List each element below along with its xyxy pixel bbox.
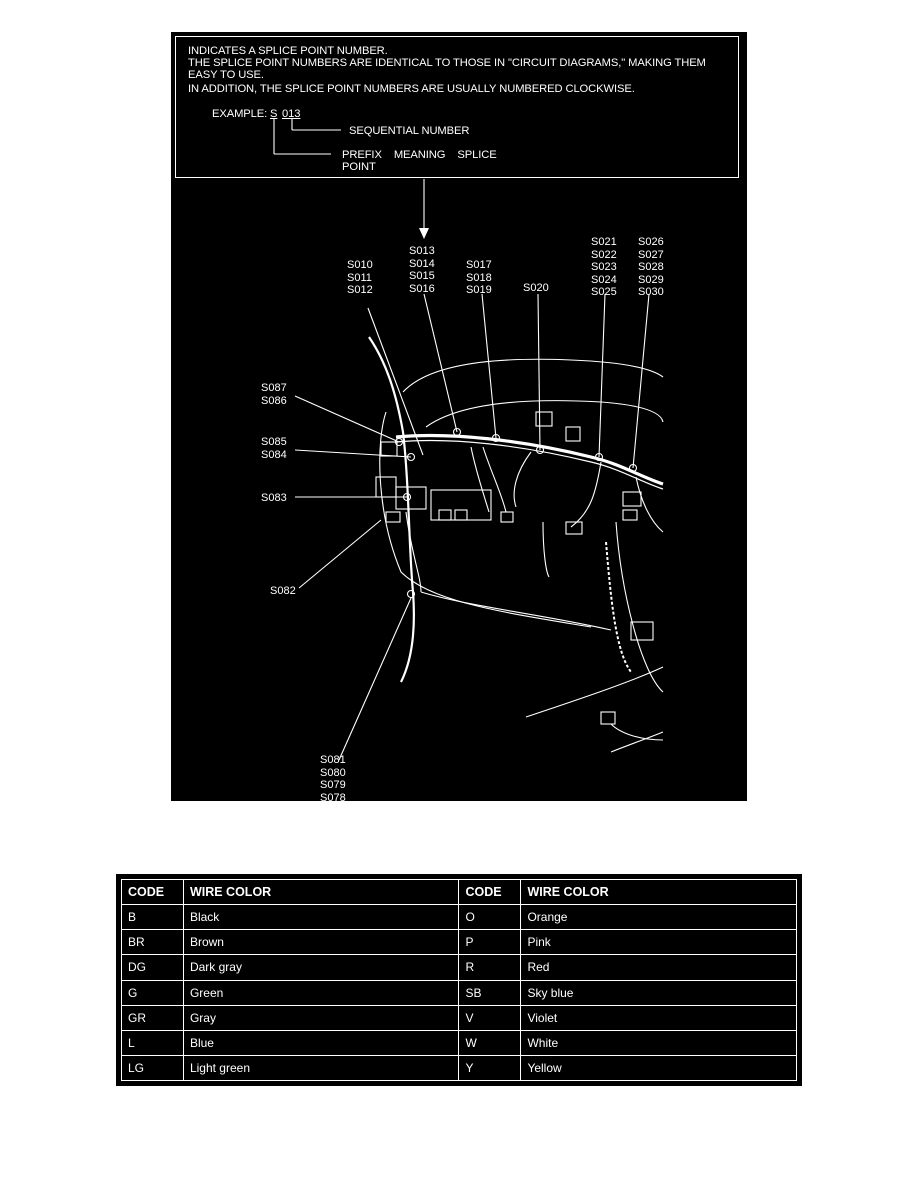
connector-1 [381, 442, 397, 456]
leader-s081 [339, 598, 411, 760]
fuse-block [431, 490, 491, 520]
branch-drop-3 [514, 452, 531, 507]
floor-outline [526, 667, 663, 717]
fuse-1 [439, 510, 451, 520]
dash-inner-outline [426, 401, 663, 427]
color-cell: Yellow [521, 1055, 797, 1080]
color-cell: Pink [521, 930, 797, 955]
leader-s085 [295, 450, 411, 457]
connector-6 [536, 412, 552, 426]
example-label: EXAMPLE: [212, 108, 268, 120]
note-line-4: IN ADDITION, THE SPLICE POINT NUMBERS ARE USUALLY NUMBERED CLOCKWISE. [188, 83, 635, 95]
connector-3 [396, 487, 426, 509]
dash-top-outline [403, 359, 663, 392]
code-cell: Y [459, 1055, 521, 1080]
code-cell: W [459, 1030, 521, 1055]
connector-10 [566, 522, 582, 534]
table-row [122, 930, 797, 955]
dash-right-outline [616, 522, 663, 692]
color-cell: Gray [183, 1005, 459, 1030]
table-row [122, 1005, 797, 1030]
note-line-3: EASY TO USE. [188, 69, 264, 81]
splice-label-s081: S081 S080 S079 S078 [320, 754, 346, 801]
code-cell: GR [122, 1005, 184, 1030]
splice-label-s085: S085 S084 [261, 436, 287, 461]
table-row [122, 1055, 797, 1080]
splice-note-box [175, 36, 739, 178]
color-cell: Red [521, 955, 797, 980]
splice-label-s026: S026 S027 S028 S029 S030 [638, 236, 664, 298]
leader-s021 [599, 294, 605, 457]
color-cell: Brown [183, 930, 459, 955]
connector-8 [623, 492, 641, 506]
leader-s026 [633, 294, 649, 468]
wire-color-grid [121, 879, 797, 1081]
code-cell: B [122, 905, 184, 930]
connector-5 [501, 512, 513, 522]
color-cell: Black [183, 905, 459, 930]
leader-s010 [368, 308, 423, 455]
header-code-left: CODE [122, 880, 184, 905]
connector-12 [601, 712, 615, 724]
leader-s087 [295, 396, 399, 442]
code-cell: LG [122, 1055, 184, 1080]
header-code-right: CODE [459, 880, 521, 905]
floor-outline-2 [611, 732, 663, 752]
code-cell: G [122, 980, 184, 1005]
code-cell: BR [122, 930, 184, 955]
right-dashed-harness [606, 542, 631, 672]
color-cell: Dark gray [183, 955, 459, 980]
table-header-row [122, 880, 797, 905]
code-cell: O [459, 905, 521, 930]
left-branch [406, 512, 421, 592]
color-cell: Violet [521, 1005, 797, 1030]
point-label: POINT [342, 161, 376, 173]
color-cell: Light green [183, 1055, 459, 1080]
color-cell: Blue [183, 1030, 459, 1055]
leader-s082 [299, 520, 381, 588]
fuse-2 [455, 510, 467, 520]
splice-point-diagram [171, 32, 747, 801]
leader-s017 [482, 294, 496, 438]
table-row [122, 955, 797, 980]
connector-12-lead [611, 724, 663, 740]
code-cell: V [459, 1005, 521, 1030]
connector-2 [376, 477, 396, 497]
wire-color-table [116, 874, 802, 1086]
table-row [122, 905, 797, 930]
branch-drop-4 [571, 462, 601, 527]
color-cell: Green [183, 980, 459, 1005]
main-harness [396, 436, 663, 484]
color-cell: White [521, 1030, 797, 1055]
note-arrow-head [419, 228, 429, 239]
connector-4 [386, 512, 400, 522]
code-cell: L [122, 1030, 184, 1055]
color-cell: Orange [521, 905, 797, 930]
note-line-2: THE SPLICE POINT NUMBERS ARE IDENTICAL TO THOSE IN "CIRCUIT DIAGRAMS," MAKING THEM [188, 57, 706, 69]
connector-7 [566, 427, 580, 441]
connector-9 [623, 510, 637, 520]
splice-label-s087: S087 S086 [261, 382, 287, 407]
table-row [122, 980, 797, 1005]
splice-label-s013: S013 S014 S015 S016 [409, 245, 435, 295]
note-line-1: INDICATES A SPLICE POINT NUMBER. [188, 45, 388, 57]
code-cell: R [459, 955, 521, 980]
sequential-number-label: SEQUENTIAL NUMBER [349, 125, 470, 137]
code-cell: SB [459, 980, 521, 1005]
table-row [122, 1030, 797, 1055]
leader-s020 [538, 294, 540, 450]
splice-label-s020: S020 [523, 282, 549, 294]
splice-label-s083: S083 [261, 492, 287, 504]
panel-edge [543, 522, 549, 577]
code-cell: P [459, 930, 521, 955]
header-color-right: WIRE COLOR [521, 880, 797, 905]
example-number: 013 [282, 108, 301, 120]
splice-label-s082: S082 [270, 585, 296, 597]
prefix-meaning-label: PREFIX MEANING SPLICE [342, 149, 497, 161]
splice-label-s010: S010 S011 S012 [347, 259, 373, 296]
splice-label-s021: S021 S022 S023 S024 S025 [591, 236, 617, 298]
branch-drop-5 [636, 477, 663, 532]
code-cell: DG [122, 955, 184, 980]
example-prefix: S [270, 108, 278, 120]
splice-label-s017: S017 S018 S019 [466, 259, 492, 296]
main-harness-edge [396, 441, 663, 489]
leader-s013 [424, 294, 457, 432]
color-cell: Sky blue [521, 980, 797, 1005]
header-color-left: WIRE COLOR [183, 880, 459, 905]
